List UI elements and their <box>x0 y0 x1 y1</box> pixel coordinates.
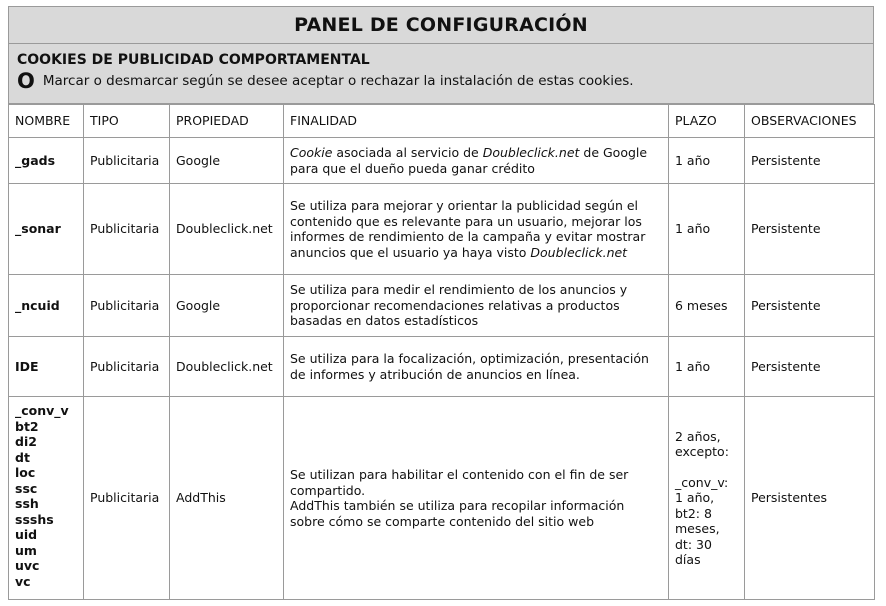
col-header-plazo: PLAZO <box>669 105 745 138</box>
cookie-name: vc <box>15 573 31 589</box>
cookie-notes: Persistente <box>745 138 875 184</box>
cookie-term: 1 año <box>669 337 745 397</box>
cookie-notes: Persistentes <box>745 397 875 600</box>
page-title: PANEL DE CONFIGURACIÓN <box>8 6 874 44</box>
cookie-name: ssh <box>15 496 39 511</box>
col-header-propiedad: PROPIEDAD <box>170 105 284 138</box>
cookie-notes: Persistente <box>745 275 875 337</box>
cookie-term: 6 meses <box>669 275 745 337</box>
cookie-name: _gads <box>9 138 84 184</box>
col-header-finalidad: FINALIDAD <box>284 105 669 138</box>
cookie-type: Publicitaria <box>84 397 170 600</box>
cookie-purpose: Cookie asociada al servicio de Doubleclick.net de Google para que el dueño pueda ganar crédito <box>284 138 669 184</box>
cookie-type: Publicitaria <box>84 184 170 275</box>
cookie-name: IDE <box>9 337 84 397</box>
col-header-observaciones: OBSERVACIONES <box>745 105 875 138</box>
cookie-notes: Persistente <box>745 184 875 275</box>
cookie-property: Doubleclick.net <box>170 184 284 275</box>
section-instruction: Marcar o desmarcar según se desee aceptar o rechazar la instalación de estas cookies. <box>42 73 634 89</box>
table-row <box>9 184 875 275</box>
cookie-section-header <box>8 44 874 104</box>
table-row <box>9 397 875 600</box>
cookie-names-list <box>9 397 84 600</box>
table-row <box>9 275 875 337</box>
col-header-nombre: NOMBRE <box>9 105 84 138</box>
cookie-type: Publicitaria <box>84 337 170 397</box>
cookie-purpose: Se utiliza para mejorar y orientar la publicidad según el contenido que es relevante para un usuario, mejorar los informes de rendimiento de la campaña y evitar mostrar anuncios que el usuario ya haya visto Doubleclick.net <box>284 184 669 275</box>
cookie-term: 1 año <box>669 138 745 184</box>
cookie-name: ssshs <box>15 511 54 527</box>
cookie-name: uvc <box>15 558 40 573</box>
cookie-purpose: Se utiliza para medir el rendimiento de los anuncios y proporcionar recomendaciones relativas a productos basadas en datos estadísticos <box>284 275 669 337</box>
table-row <box>9 337 875 397</box>
cookie-purpose: Se utilizan para habilitar el contenido con el fin de ser compartido. AddThis también se utiliza para recopilar información sobre cómo se comparte contenido del sitio web <box>284 397 669 600</box>
cookie-name: ssc <box>15 480 38 496</box>
cookie-name: _sonar <box>9 184 84 275</box>
cookie-purpose: Se utiliza para la focalización, optimización, presentación de informes y atribución de anuncios en línea. <box>284 337 669 397</box>
cookie-type: Publicitaria <box>84 275 170 337</box>
cookie-property: Google <box>170 138 284 184</box>
cookie-type: Publicitaria <box>84 138 170 184</box>
cookie-name: uid <box>15 527 38 542</box>
section-instruction-row <box>17 69 865 93</box>
cookie-term: 2 años, excepto: _conv_v: 1 año, bt2: 8 meses, dt: 30 días <box>669 397 745 600</box>
col-header-tipo: TIPO <box>84 105 170 138</box>
cookie-name: _ncuid <box>9 275 84 337</box>
table-row <box>9 138 875 184</box>
cookie-notes: Persistente <box>745 337 875 397</box>
cookie-name: dt <box>15 449 30 465</box>
table-header-row <box>9 105 875 138</box>
cookie-term: 1 año <box>669 184 745 275</box>
cookie-name: um <box>15 542 37 558</box>
cookie-name: loc <box>15 465 36 480</box>
cookie-property: AddThis <box>170 397 284 600</box>
section-heading: COOKIES DE PUBLICIDAD COMPORTAMENTAL <box>17 52 370 68</box>
cookie-name: di2 <box>15 434 37 449</box>
circle-option-icon[interactable]: O <box>17 69 35 93</box>
cookie-name: bt2 <box>15 418 39 434</box>
cookies-table <box>8 104 875 600</box>
config-panel <box>8 6 874 600</box>
cookie-property: Google <box>170 275 284 337</box>
cookie-name: _conv_v <box>15 403 69 418</box>
cookie-property: Doubleclick.net <box>170 337 284 397</box>
